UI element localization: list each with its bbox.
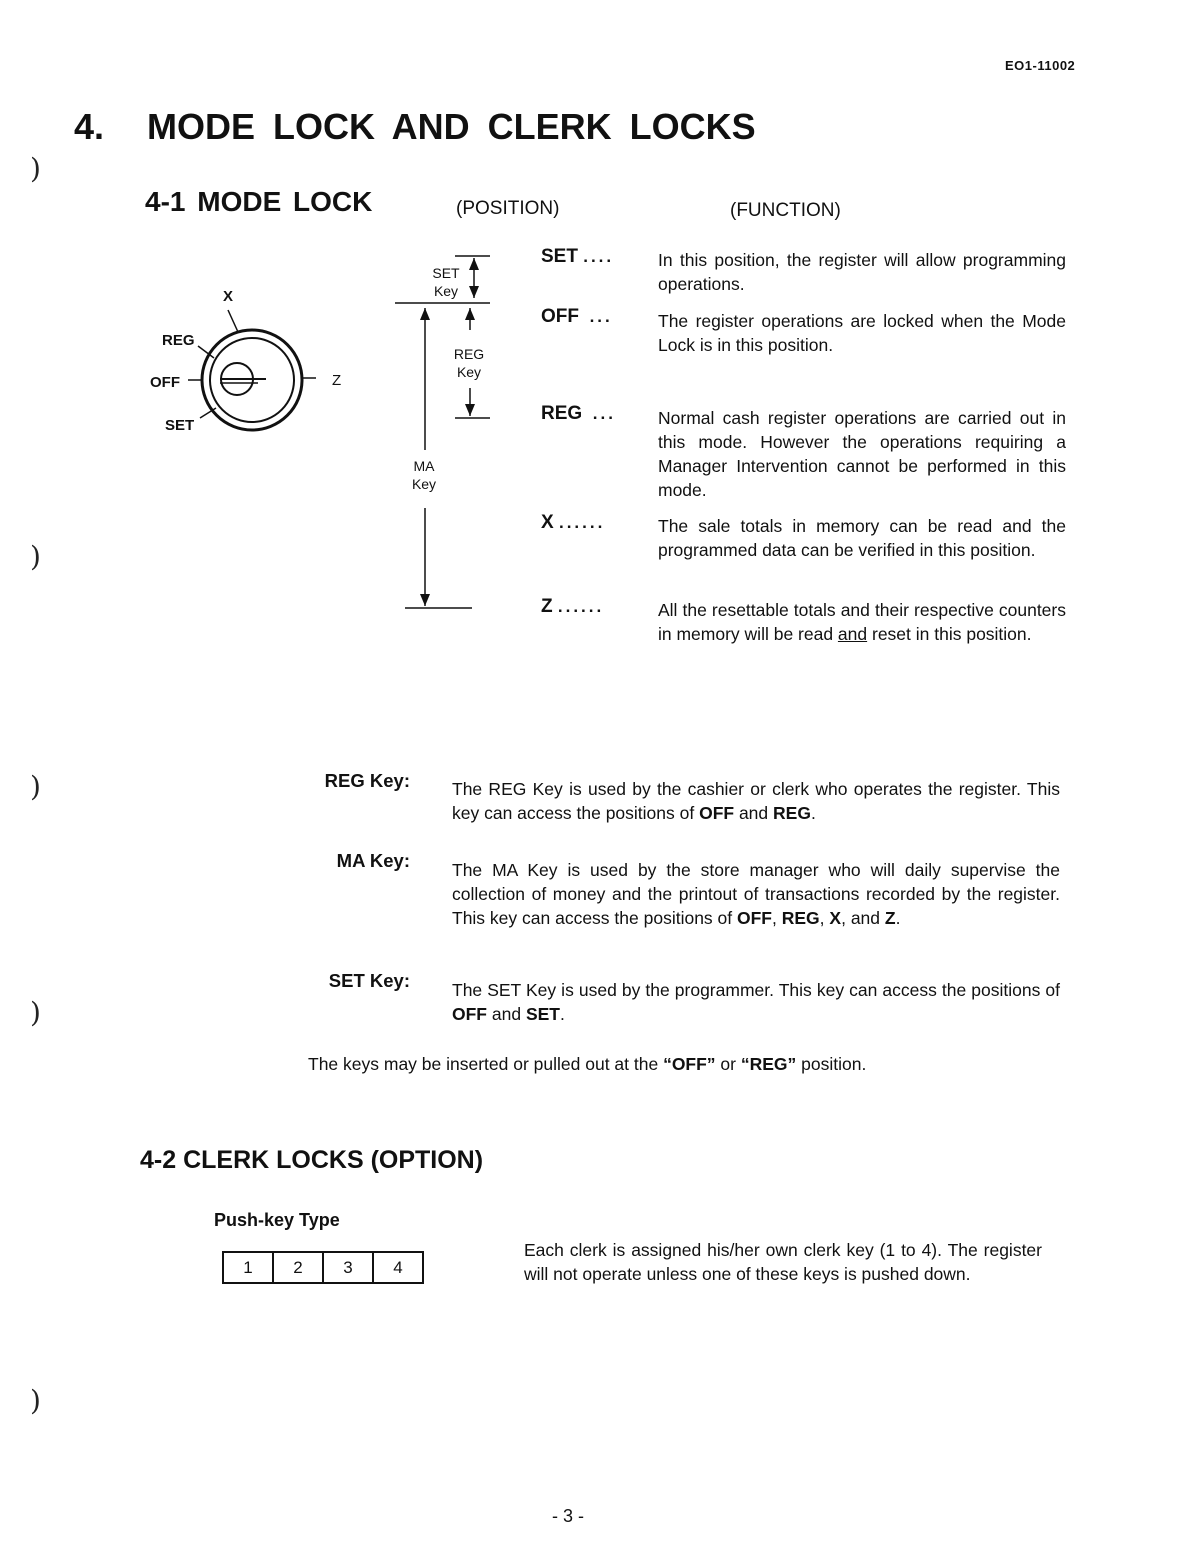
section-title-clerk-locks: 4-2 CLERK LOCKS (OPTION) — [140, 1146, 484, 1174]
reg-key-description: The REG Key is used by the cashier or clerk who operates the register. This key can access the positions of OFF and REG. — [452, 779, 1060, 823]
clerk-key-4[interactable]: 4 — [393, 1258, 403, 1277]
dial-label-x: X — [223, 288, 234, 305]
set-key-range-label: SET Key — [432, 265, 460, 299]
set-key-description: The SET Key is used by the programmer. This key can access the positions of OFF and SET. — [452, 980, 1060, 1024]
function-column-header: (FUNCTION) — [730, 200, 841, 221]
binder-mark: ) — [30, 996, 41, 1029]
function-z: All the resettable totals and their respective counters in memory will be read and reset in this position. — [658, 600, 1066, 644]
dial-label-z: Z — [332, 372, 342, 389]
clerk-lock-description: Each clerk is assigned his/her own clerk key (1 to 4). The register will not operate unless one of these keys is pushed down. — [524, 1240, 1042, 1284]
ma-key-label: MA Key: — [336, 850, 410, 871]
position-z: Z ...... — [541, 596, 605, 617]
dial-label-reg: REG — [162, 332, 195, 349]
binder-mark: ) — [30, 1384, 41, 1417]
clerk-key-1[interactable]: 1 — [224, 1253, 274, 1282]
key-range-diagram — [390, 250, 500, 620]
reg-key-label: REG Key: — [324, 770, 410, 791]
clerk-key-2[interactable]: 2 — [274, 1253, 324, 1282]
key-insertion-note: The keys may be inserted or pulled out at the “OFF” or “REG” position. — [308, 1054, 867, 1074]
document-id: EO1-11002 — [1005, 58, 1076, 73]
position-x: X ...... — [541, 512, 606, 533]
function-x: The sale totals in memory can be read and the programmed data can be verified in this position. — [658, 516, 1066, 560]
binder-mark: ) — [30, 770, 41, 803]
position-column-header: (POSITION) — [456, 198, 560, 219]
chapter-title: MODE LOCK AND CLERK LOCKS — [147, 106, 756, 147]
chapter-number: 4. — [74, 106, 105, 147]
position-set: SET .... — [541, 246, 615, 267]
ma-key-range-label: MA Key — [411, 458, 437, 492]
position-reg: REG ... — [541, 403, 616, 424]
clerk-push-keys — [222, 1251, 424, 1284]
ma-key-description: The MA Key is used by the store manager who will daily supervise the collection of money and the printout of transactions recorded by the register. This key can access the positions of OFF, REG, X, and Z. — [452, 860, 1060, 928]
reg-key-range-label: REG Key — [453, 346, 485, 380]
set-key-label: SET Key: — [328, 970, 410, 991]
dial-label-off: OFF — [150, 374, 180, 391]
page-number: - 3 - — [552, 1506, 585, 1526]
section-title-mode-lock: 4-1 MODE LOCK — [145, 186, 373, 217]
clerk-key-3[interactable]: 3 — [324, 1253, 374, 1282]
function-reg: Normal cash register operations are carried out in this mode. However the operations requiring a Manager Intervention cannot be performed in this mode. — [658, 408, 1066, 500]
binder-mark: ) — [30, 540, 41, 573]
position-off: OFF ... — [541, 306, 613, 327]
dial-label-set: SET — [165, 417, 195, 434]
push-key-type-title: Push-key Type — [214, 1210, 340, 1230]
function-off: The register operations are locked when the Mode Lock is in this position. — [658, 311, 1066, 355]
binder-mark: ) — [30, 152, 41, 185]
function-set: In this position, the register will allow programming operations. — [658, 250, 1066, 294]
